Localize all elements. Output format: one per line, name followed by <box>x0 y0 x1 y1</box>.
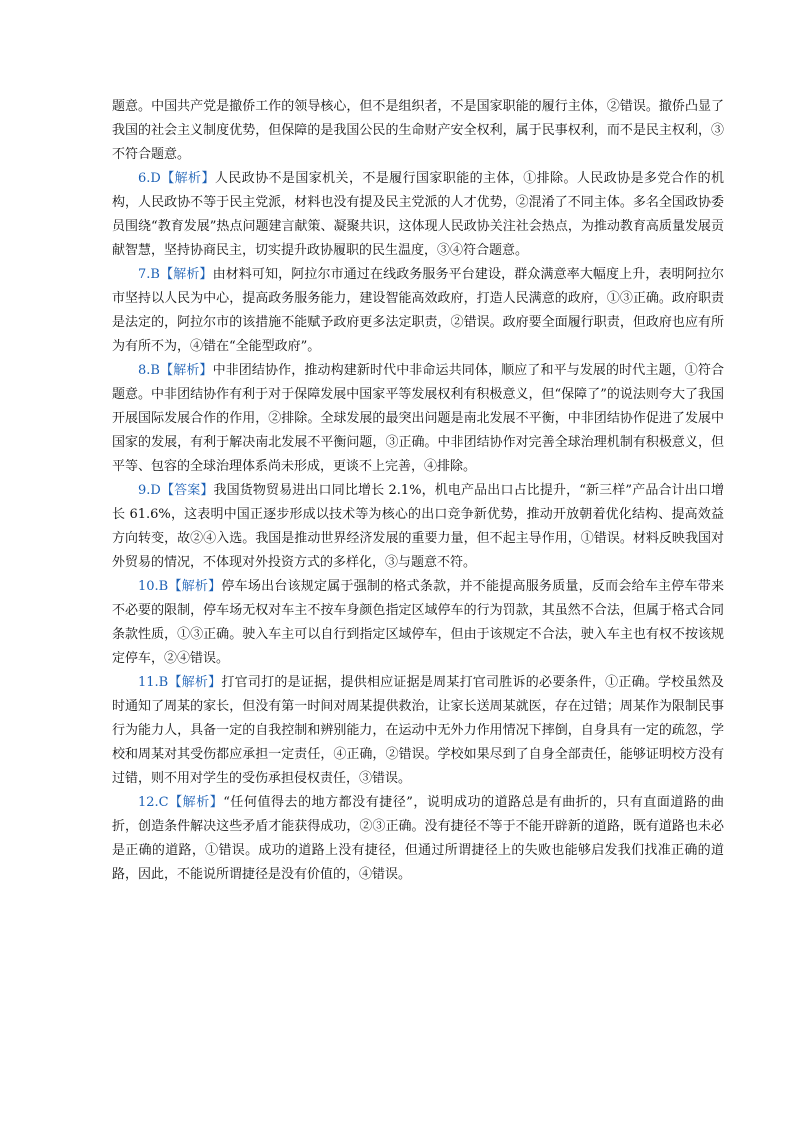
answer-text: 人民政协不是国家机关，不是履行国家职能的主体，①排除。人民政协是多党合作的机构，人民政协不等于民主党派，材料也没有提及民主党派的人才优势，②混淆了不同主体。多名全国政协委员围绕“教育发展”热点问题建言献策、凝聚共识，这体现人民政协关注社会热点，为推动教育高质量发展贡献智慧，坚持协商民主，切实提升政协履职的民生温度，③④符合题意。 <box>112 171 724 258</box>
answer-text: 由材料可知，阿拉尔市通过在线政务服务平台建设，群众满意率大幅度上升，表明阿拉尔市坚持以人民为中心，提高政务服务能力，建设智能高效政府，打造人民满意的政府，①③正确。政府职责是法定的，阿拉尔市的该措施不能赋予政府更多法定职责，②错误。政府要全面履行职责，但政府也应有所为有所不为，④错在“全能型政府”。 <box>112 267 724 354</box>
question-number: 12.C <box>138 795 169 810</box>
analysis-tag: 【解析】 <box>159 363 213 378</box>
question-number: 11.B <box>138 675 169 690</box>
question-number: 8.B <box>138 363 160 378</box>
answer-text: “任何值得去的地方都没有捷径”，说明成功的道路总是有曲折的，只有直面道路的曲折，创造条件解决这些矛盾才能获得成功，②③正确。没有捷径不等于不能开辟新的道路，既有道路也未必是正确的道路，①错误。成功的道路上没有捷径，但通过所谓捷径上的失败也能够启发我们找准正确的道路，因此，不能说所谓捷径是没有价值的，④错误。 <box>112 795 724 882</box>
answer-item-9 <box>112 479 724 575</box>
analysis-tag: 【解析】 <box>160 171 215 186</box>
analysis-tag: 【解析】 <box>168 675 222 690</box>
answer-text: 打官司打的是证据，提供相应证据是周某打官司胜诉的必要条件，①正确。学校虽然及时通知了周某的家长，但没有第一时间对周某提供救治，让家长送周某就医，存在过错；周某作为限制民事行为能力人，具备一定的自我控制和辨别能力，在运动中无外力作用情况下摔倒，自身具有一定的疏忽，学校和周某对其受伤都应承担一定责任，④正确，②错误。学校如果尽到了自身全部责任，能够证明校方没有过错，则不用对学生的受伤承担侵权责任，③错误。 <box>112 675 724 786</box>
answer-item-6 <box>112 167 724 263</box>
answer-text: 我国货物贸易进出口同比增长 2.1%，机电产品出口占比提升，“新三样”产品合计出口增长 61.6%，这表明中国正逐步形成以技术等为核心的出口竞争新优势，推动开放朝着优化结构、提高效益方向转变，故②④入选。我国是推动世界经济发展的重要力量，但不起主导作用，①错误。材料反映我国对外贸易的情况，不体现对外投资方式的多样化，③与题意不符。 <box>112 483 724 570</box>
answer-text: 中非团结协作，推动构建新时代中非命运共同体，顺应了和平与发展的时代主题，①符合题意。中非团结协作有利于对于保障发展中国家平等发展权利有积极意义，但“保障了”的说法则夸大了我国开展国际发展合作的作用，②排除。全球发展的最突出问题是南北发展不平衡，中非团结协作促进了发展中国家的发展，有利于解决南北发展不平衡问题，③正确。中非团结协作对完善全球治理机制有积极意义，但平等、包容的全球治理体系尚未形成，更谈不上完善，④排除。 <box>112 363 724 474</box>
answer-text: 停车场出台该规定属于强制的格式条款，并不能提高服务质量，反而会给车主停车带来不必要的限制，停车场无权对车主不按车身颜色指定区域停车的行为罚款，其虽然不合法，但属于格式合同条款性质，①③正确。驶入车主可以自行到指定区域停车，但由于该规定不合法，驶入车主也有权不按该规定停车，②④错误。 <box>112 579 724 666</box>
question-number: 9.D <box>138 483 161 498</box>
answer-item-7 <box>112 263 724 359</box>
question-number: 10.B <box>138 579 169 594</box>
paragraph-continued <box>112 95 724 167</box>
paragraph-text: 题意。中国共产党是撤侨工作的领导核心，但不是组织者，不是国家职能的履行主体，②错误。撤侨凸显了我国的社会主义制度优势，但保障的是我国公民的生命财产安全权利，属于民事权利，而不是民主权利，③不符合题意。 <box>112 99 724 162</box>
question-number: 6.D <box>138 171 161 186</box>
answer-tag: 【答案】 <box>160 483 214 498</box>
analysis-tag: 【解析】 <box>168 795 224 810</box>
answer-item-10 <box>112 575 724 671</box>
answer-item-12 <box>112 791 724 887</box>
analysis-tag: 【解析】 <box>159 267 213 282</box>
analysis-tag: 【解析】 <box>168 579 222 594</box>
answer-item-8 <box>112 359 724 479</box>
question-number: 7.B <box>138 267 160 282</box>
answer-item-11 <box>112 671 724 791</box>
